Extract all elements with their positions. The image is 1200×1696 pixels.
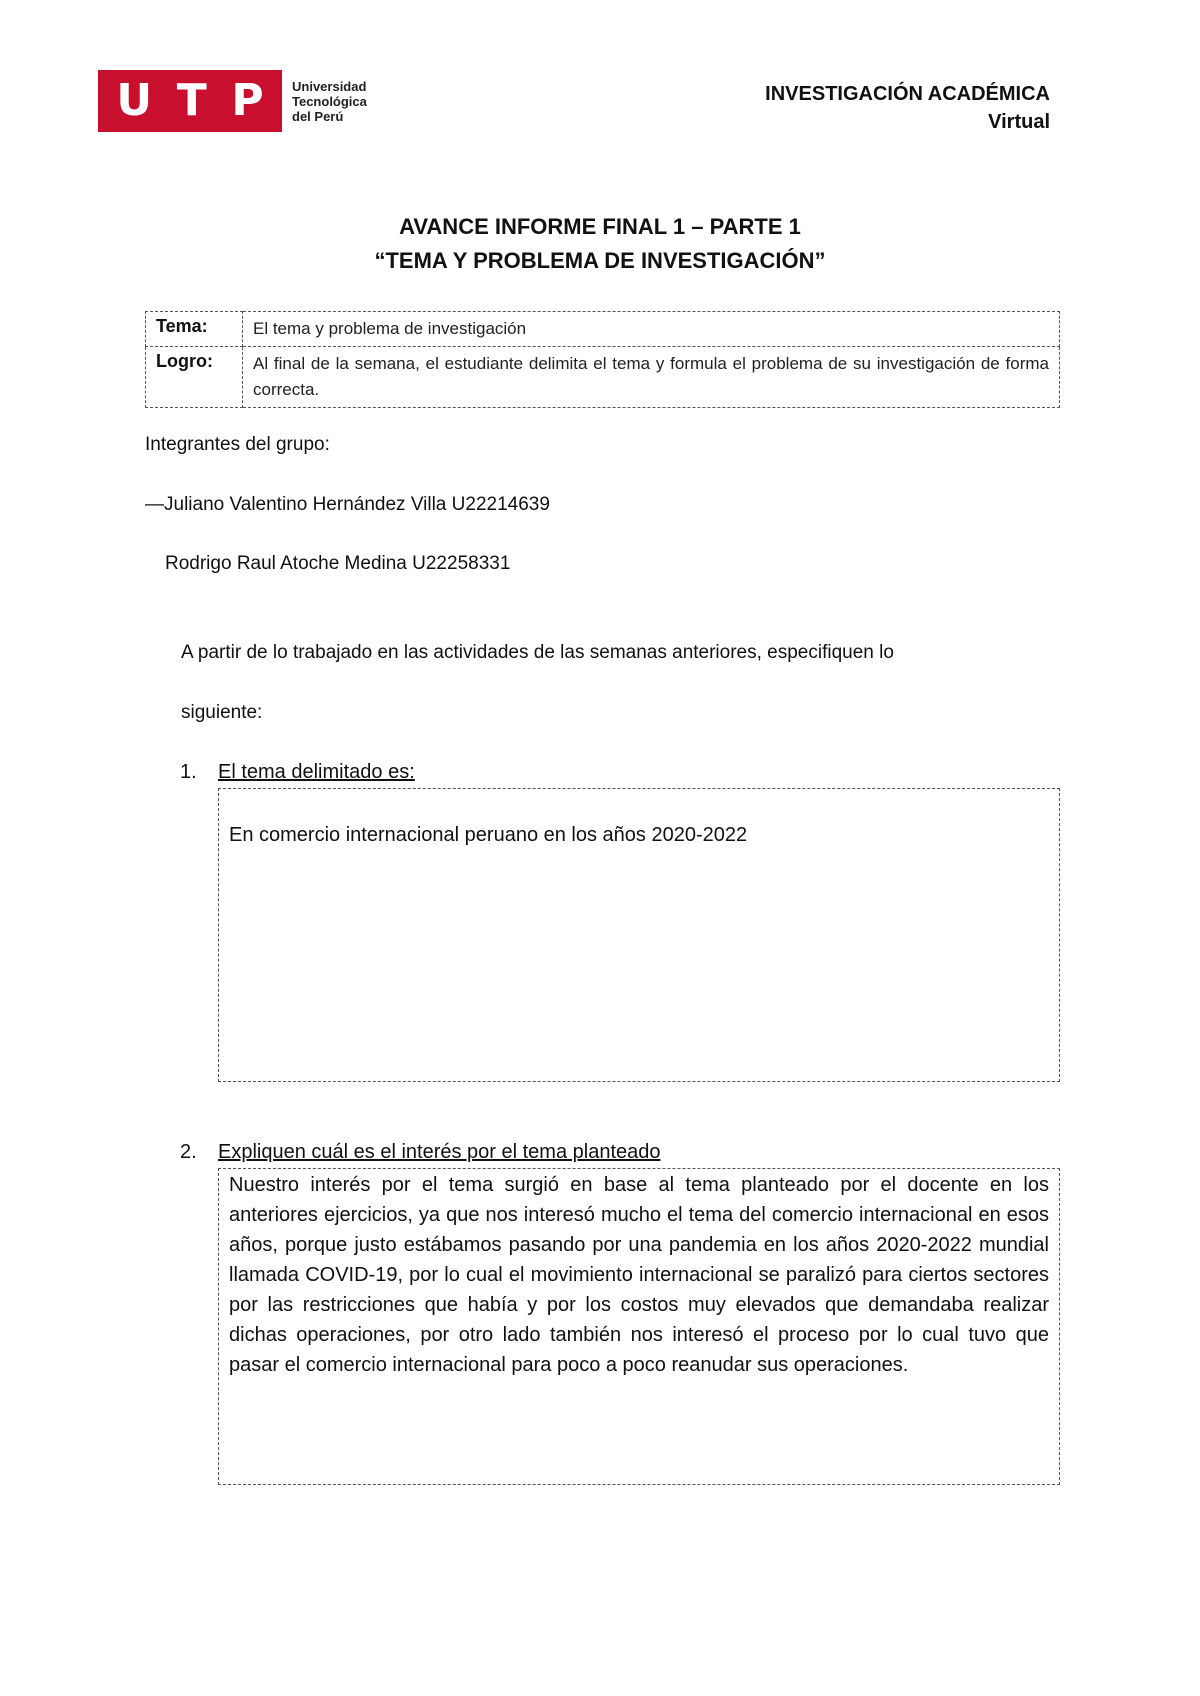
answer-text: Nuestro interés por el tema surgió en base al tema planteado por el docente en los anteriores ejercicios, ya que nos interesó mucho el tema del comercio internacional en esos años, porque justo estábamos pasando por una pandemia en los años 2020-2022 mundial llamada COVID-19, por lo cual el movimiento internacional se paralizó para ciertos sectores por las restricciones que había y por los costos muy elevados que demandaba realizar dichas operaciones, por otro lado también nos interesó el proceso por lo cual tuvo que pasar el comercio internacional para poco a poco reanudar sus operaciones.	[229, 1174, 1049, 1376]
instructions-line-1: A partir de lo trabajado en las actividades de las semanas anteriores, especifiquen lo	[181, 642, 894, 663]
answer-box-2	[218, 1168, 1060, 1485]
question-2	[180, 1141, 661, 1164]
logro-label: Logro:	[146, 347, 243, 408]
utp-logo-mark	[98, 70, 282, 132]
logo-letter-p: P	[231, 75, 264, 126]
question-label: Expliquen cuál es el interés por el tema planteado	[218, 1141, 661, 1163]
answer-text: En comercio internacional peruano en los años 2020-2022	[229, 824, 748, 846]
group-member: Rodrigo Raul Atoche Medina U22258331	[165, 553, 511, 574]
group-member: —Juliano Valentino Hernández Villa U22214639	[145, 494, 550, 515]
course-name: INVESTIGACIÓN ACADÉMICA	[765, 83, 1050, 105]
logo-text-line: Universidad	[292, 78, 367, 94]
course-modality: Virtual	[988, 111, 1050, 133]
course-header	[765, 80, 1050, 136]
answer-box-1	[218, 788, 1060, 1082]
logo-letter-u: U	[116, 75, 153, 126]
table-row-tema	[146, 312, 1060, 347]
question-1	[180, 761, 415, 784]
instructions-line-2: siguiente:	[181, 702, 263, 723]
logo-letter-t: T	[176, 75, 207, 126]
tema-value: El tema y problema de investigación	[243, 312, 1060, 347]
table-row-logro	[146, 347, 1060, 408]
title-line-1: AVANCE INFORME FINAL 1 – PARTE 1	[399, 214, 801, 239]
logo-text-line: del Perú	[292, 108, 344, 124]
document-title	[0, 210, 1200, 278]
info-table	[145, 311, 1060, 408]
logro-value: Al final de la semana, el estudiante delimita el tema y formula el problema de su investigación de forma correcta.	[243, 347, 1060, 408]
question-label: El tema delimitado es:	[218, 761, 415, 783]
utp-logo	[98, 70, 367, 132]
logo-text-line: Tecnológica	[292, 93, 367, 109]
logo-university-name	[292, 79, 367, 124]
tema-label: Tema:	[146, 312, 243, 347]
title-line-2: “TEMA Y PROBLEMA DE INVESTIGACIÓN”	[374, 248, 826, 273]
group-heading: Integrantes del grupo:	[145, 434, 330, 455]
question-number: 1.	[180, 761, 197, 783]
question-number: 2.	[180, 1141, 197, 1163]
